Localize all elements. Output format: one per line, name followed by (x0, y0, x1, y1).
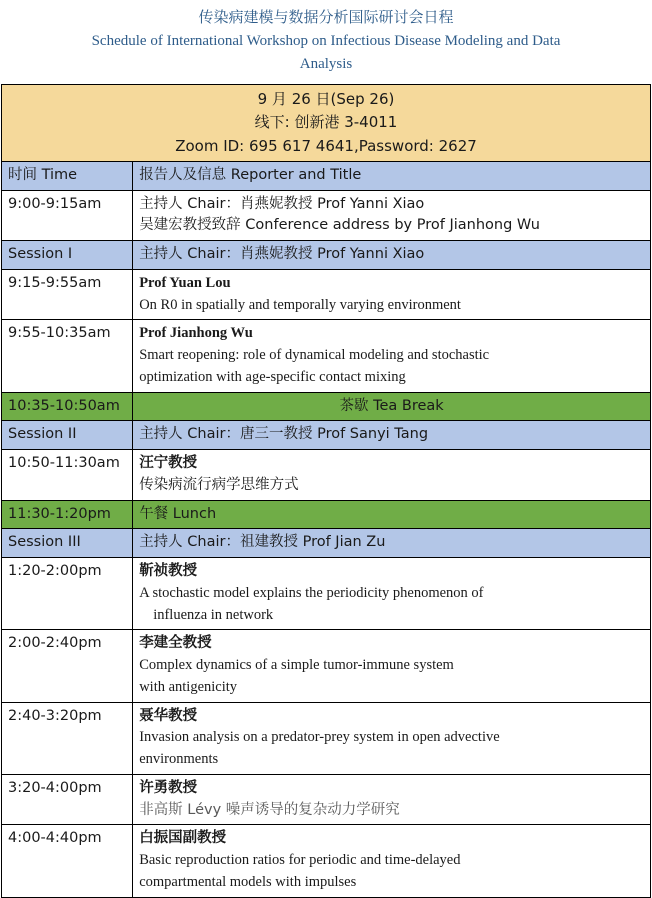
cell-time: 3:20-4:00pm (2, 774, 133, 825)
talk-line: optimization with age-specific contact mixing (139, 368, 406, 385)
schedule-table (1, 84, 651, 898)
speaker-name: Prof Jianhong Wu (139, 325, 253, 342)
document-title-block (0, 0, 652, 80)
talk-line: with antigenicity (139, 678, 238, 695)
talk-line: 茶歇 Tea Break (339, 397, 444, 414)
table-row (2, 774, 651, 825)
talk-line: Invasion analysis on a predator-prey system in open advective (139, 729, 500, 746)
cell-time: 10:50-11:30am (2, 450, 133, 501)
talk-line: Basic reproduction ratios for periodic and time-delayed (139, 852, 461, 868)
speaker-name: 靳祯教授 (139, 563, 198, 579)
talk-line: A stochastic model explains the periodicity phenomenon of (139, 584, 484, 601)
table-row (2, 241, 651, 270)
talk-line: 主持人 Chair：祖建教授 Prof Jian Zu (139, 534, 386, 551)
table-row (2, 558, 651, 630)
table-row (2, 529, 651, 558)
speaker-name: 聂华教授 (139, 707, 198, 724)
event-banner-row (2, 85, 651, 162)
talk-line: 午餐 Lunch (139, 505, 217, 522)
cell-time: 10:35-10:50am (2, 392, 133, 421)
talk-line: compartmental models with impulses (139, 873, 357, 890)
cell-info (133, 529, 651, 558)
page-title-english-line2: Analysis (299, 56, 353, 73)
talk-line: influenza in network (153, 606, 274, 623)
talk-line: Complex dynamics of a simple tumor-immune system (139, 657, 454, 673)
talk-line: 主持人 Chair：肖燕妮教授 Prof Yanni Xiao (139, 246, 425, 262)
talk-line: 主持人 Chair：肖燕妮教授 Prof Yanni Xiao (139, 195, 425, 212)
cell-time: 9:15-9:55am (2, 269, 133, 320)
column-header-info: 报告人及信息 Reporter and Title (133, 161, 651, 190)
page-title-english-line1: Schedule of International Workshop on Infectious Disease Modeling and Data (91, 32, 561, 49)
table-row (2, 450, 651, 501)
table-row (2, 392, 651, 421)
table-row (2, 825, 651, 897)
cell-info (133, 450, 651, 501)
table-row (2, 190, 651, 241)
speaker-name: 李建全教授 (139, 635, 212, 652)
talk-line: Smart reopening: role of dynamical modeling and stochastic (139, 347, 490, 363)
event-venue: 线下: 创新港 3-4011 (254, 113, 398, 132)
cell-time: 2:40-3:20pm (2, 702, 133, 774)
cell-info (133, 320, 651, 392)
event-zoom-info: Zoom ID: 695 617 4641,Password: 2627 (175, 136, 477, 155)
cell-info (133, 421, 651, 450)
cell-time: 9:55-10:35am (2, 320, 133, 392)
cell-info (133, 500, 651, 529)
schedule-table-body (2, 85, 651, 898)
speaker-name: 白振国副教授 (139, 830, 227, 847)
cell-time: Session I (2, 241, 133, 270)
cell-time: 9:00-9:15am (2, 190, 133, 241)
talk-line: 非高斯 Lévy 噪声诱导的复杂动力学研究 (139, 801, 400, 818)
cell-info (133, 558, 651, 630)
cell-time: 2:00-2:40pm (2, 630, 133, 702)
speaker-name: 许勇教授 (139, 779, 198, 796)
speaker-name: Prof Yuan Lou (139, 274, 231, 291)
talk-line: 主持人 Chair：唐三一教授 Prof Sanyi Tang (139, 426, 429, 443)
talk-line: 传染病流行病学思维方式 (139, 476, 299, 493)
speaker-name: 汪宁教授 (139, 455, 198, 471)
table-row (2, 500, 651, 529)
talk-line: 吴建宏教授致辞 Conference address by Prof Jianhong Wu (139, 217, 540, 234)
event-date: 9 月 26 日(Sep 26) (257, 90, 395, 108)
event-banner-cell (2, 85, 651, 162)
cell-info (133, 825, 651, 897)
table-row (2, 269, 651, 320)
table-row (2, 702, 651, 774)
cell-info (133, 774, 651, 825)
cell-info (133, 241, 651, 270)
cell-time: Session III (2, 529, 133, 558)
cell-info (133, 269, 651, 320)
table-row (2, 320, 651, 392)
table-header-row (2, 161, 651, 190)
cell-info (133, 190, 651, 241)
column-header-time: 时间 Time (2, 161, 133, 190)
cell-time: 1:20-2:00pm (2, 558, 133, 630)
cell-time: 11:30-1:20pm (2, 500, 133, 529)
page-title-chinese: 传染病建模与数据分析国际研讨会日程 (198, 8, 454, 26)
cell-info (133, 630, 651, 702)
cell-time: 4:00-4:40pm (2, 825, 133, 897)
cell-info (133, 392, 651, 421)
cell-info (133, 702, 651, 774)
talk-line: On R0 in spatially and temporally varying environment (139, 296, 461, 313)
table-row (2, 630, 651, 702)
talk-line: environments (139, 751, 219, 767)
cell-time: Session II (2, 421, 133, 450)
table-row (2, 421, 651, 450)
